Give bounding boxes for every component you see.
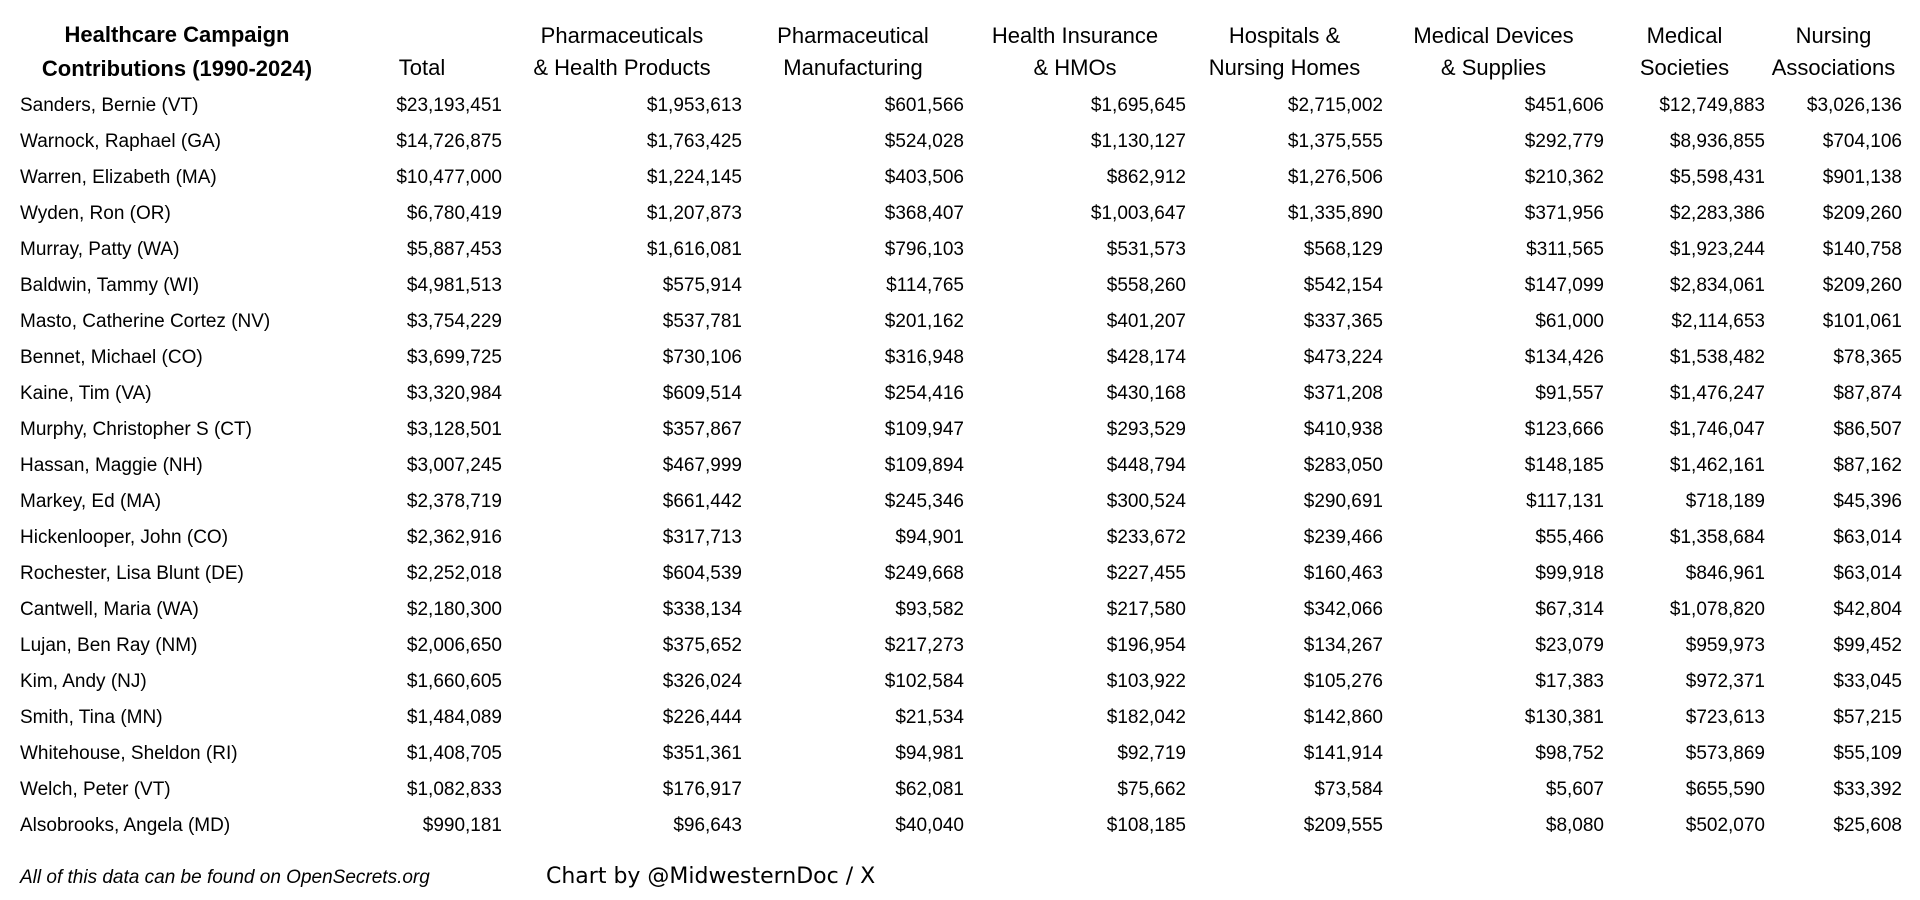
senator-name: Masto, Catherine Cortez (NV)	[20, 311, 271, 332]
amount-cell: $23,193,451	[396, 95, 502, 116]
amount-cell: $283,050	[1303, 455, 1383, 476]
amount-cell: $1,130,127	[1090, 131, 1186, 152]
table-row	[12, 124, 1902, 160]
amount-cell: $410,938	[1303, 419, 1383, 440]
amount-cell: $1,953,613	[646, 95, 742, 116]
amount-cell: $862,912	[1106, 167, 1186, 188]
amount-cell: $227,455	[1106, 563, 1186, 584]
amount-cell: $524,028	[884, 131, 964, 152]
amount-cell: $99,452	[1833, 635, 1902, 656]
amount-cell: $448,794	[1106, 455, 1186, 476]
amount-cell: $87,162	[1833, 455, 1902, 476]
amount-cell: $473,224	[1303, 347, 1383, 368]
table-title	[12, 8, 342, 88]
senator-name: Smith, Tina (MN)	[20, 707, 163, 728]
amount-cell: $371,956	[1524, 203, 1604, 224]
amount-cell: $2,180,300	[406, 599, 502, 620]
column-header-pharmaceuticals	[502, 8, 742, 88]
column-header-line2: Associations	[1771, 55, 1896, 80]
amount-cell: $292,779	[1524, 131, 1604, 152]
senator-name: Hickenlooper, John (CO)	[20, 527, 229, 548]
column-header-medical-societies	[1604, 8, 1765, 88]
amount-cell: $147,099	[1524, 275, 1604, 296]
amount-cell: $609,514	[662, 383, 742, 404]
amount-cell: $2,834,061	[1669, 275, 1765, 296]
column-header-line2: Manufacturing	[783, 55, 923, 80]
amount-cell: $351,361	[662, 743, 742, 764]
amount-cell: $209,260	[1822, 203, 1902, 224]
table-row	[12, 484, 1902, 520]
amount-cell: $300,524	[1106, 491, 1186, 512]
table-row	[12, 340, 1902, 376]
amount-cell: $573,869	[1685, 743, 1765, 764]
amount-cell: $357,867	[662, 419, 742, 440]
amount-cell: $5,607	[1545, 779, 1604, 800]
amount-cell: $196,954	[1106, 635, 1186, 656]
amount-cell: $2,006,650	[406, 635, 502, 656]
amount-cell: $3,699,725	[406, 347, 502, 368]
amount-cell: $1,375,555	[1287, 131, 1383, 152]
column-header-nursing-associations	[1765, 8, 1902, 88]
amount-cell: $5,598,431	[1669, 167, 1765, 188]
column-header-pharma-manufacturing	[742, 8, 964, 88]
amount-cell: $217,273	[884, 635, 964, 656]
amount-cell: $990,181	[422, 815, 502, 836]
table-row	[12, 448, 1902, 484]
senator-name: Hassan, Maggie (NH)	[20, 455, 203, 476]
amount-cell: $86,507	[1833, 419, 1902, 440]
amount-cell: $338,134	[662, 599, 742, 620]
amount-cell: $531,573	[1106, 239, 1186, 260]
amount-cell: $33,045	[1833, 671, 1902, 692]
amount-cell: $78,365	[1833, 347, 1902, 368]
amount-cell: $704,106	[1822, 131, 1902, 152]
column-header-line2: & HMOs	[1033, 55, 1117, 80]
amount-cell: $23,079	[1535, 635, 1604, 656]
amount-cell: $63,014	[1833, 527, 1902, 548]
column-header-line1: Pharmaceutical	[777, 23, 929, 48]
amount-cell: $141,914	[1303, 743, 1383, 764]
amount-cell: $8,080	[1545, 815, 1604, 836]
table-row	[12, 628, 1902, 664]
amount-cell: $575,914	[662, 275, 742, 296]
table-row	[12, 232, 1902, 268]
amount-cell: $226,444	[662, 707, 742, 728]
table-row	[12, 160, 1902, 196]
table-row	[12, 412, 1902, 448]
amount-cell: $661,442	[662, 491, 742, 512]
amount-cell: $55,466	[1535, 527, 1604, 548]
amount-cell: $1,484,089	[406, 707, 502, 728]
column-header-line2: & Supplies	[1440, 55, 1547, 80]
amount-cell: $1,763,425	[646, 131, 742, 152]
senator-name: Whitehouse, Sheldon (RI)	[20, 743, 238, 764]
amount-cell: $1,660,605	[406, 671, 502, 692]
column-header-line2: Societies	[1639, 55, 1730, 80]
amount-cell: $1,003,647	[1090, 203, 1186, 224]
column-header-line1: Medical Devices	[1413, 23, 1574, 48]
amount-cell: $45,396	[1833, 491, 1902, 512]
amount-cell: $1,082,833	[406, 779, 502, 800]
amount-cell: $972,371	[1685, 671, 1765, 692]
senator-name: Cantwell, Maria (WA)	[20, 599, 199, 620]
amount-cell: $93,582	[895, 599, 964, 620]
amount-cell: $730,106	[662, 347, 742, 368]
amount-cell: $233,672	[1106, 527, 1186, 548]
table-row	[12, 664, 1902, 700]
amount-cell: $959,973	[1685, 635, 1765, 656]
amount-cell: $40,040	[895, 815, 964, 836]
amount-cell: $2,715,002	[1287, 95, 1383, 116]
senator-name: Welch, Peter (VT)	[20, 779, 171, 800]
amount-cell: $62,081	[895, 779, 964, 800]
amount-cell: $1,358,684	[1669, 527, 1765, 548]
amount-cell: $33,392	[1833, 779, 1902, 800]
amount-cell: $134,267	[1303, 635, 1383, 656]
amount-cell: $290,691	[1303, 491, 1383, 512]
amount-cell: $317,713	[662, 527, 742, 548]
column-header-hospitals	[1186, 8, 1383, 88]
amount-cell: $176,917	[662, 779, 742, 800]
column-header-line1: Health Insurance	[991, 23, 1159, 48]
amount-cell: $604,539	[662, 563, 742, 584]
column-header-line1: Medical	[1646, 23, 1723, 48]
amount-cell: $75,662	[1117, 779, 1186, 800]
column-header-line2: Nursing Homes	[1208, 55, 1361, 80]
amount-cell: $5,887,453	[406, 239, 502, 260]
amount-cell: $101,061	[1822, 311, 1902, 332]
amount-cell: $403,506	[884, 167, 964, 188]
amount-cell: $901,138	[1822, 167, 1902, 188]
amount-cell: $568,129	[1303, 239, 1383, 260]
senator-name: Bennet, Michael (CO)	[20, 347, 203, 368]
table-row	[12, 196, 1902, 232]
amount-cell: $1,078,820	[1669, 599, 1765, 620]
amount-cell: $209,260	[1822, 275, 1902, 296]
table-row	[12, 736, 1902, 772]
amount-cell: $846,961	[1685, 563, 1765, 584]
table-title-line1: Healthcare Campaign	[64, 22, 290, 47]
amount-cell: $8,936,855	[1669, 131, 1765, 152]
amount-cell: $718,189	[1685, 491, 1765, 512]
amount-cell: $3,754,229	[406, 311, 502, 332]
amount-cell: $430,168	[1106, 383, 1186, 404]
amount-cell: $245,346	[884, 491, 964, 512]
amount-cell: $130,381	[1524, 707, 1604, 728]
senator-name: Sanders, Bernie (VT)	[20, 95, 199, 116]
source-note: All of this data can be found on OpenSecrets.org	[20, 867, 430, 888]
senator-name: Rochester, Lisa Blunt (DE)	[20, 563, 244, 584]
senator-name: Markey, Ed (MA)	[20, 491, 162, 512]
senator-name: Lujan, Ben Ray (NM)	[20, 635, 198, 656]
amount-cell: $21,534	[895, 707, 964, 728]
table-row	[12, 268, 1902, 304]
amount-cell: $103,922	[1106, 671, 1186, 692]
table-row	[12, 700, 1902, 736]
amount-cell: $342,066	[1303, 599, 1383, 620]
amount-cell: $201,162	[884, 311, 964, 332]
amount-cell: $542,154	[1303, 275, 1383, 296]
amount-cell: $2,252,018	[406, 563, 502, 584]
amount-cell: $601,566	[884, 95, 964, 116]
amount-cell: $87,874	[1833, 383, 1902, 404]
table-row	[12, 88, 1902, 124]
amount-cell: $55,109	[1833, 743, 1902, 764]
amount-cell: $57,215	[1833, 707, 1902, 728]
table-row	[12, 772, 1902, 808]
amount-cell: $723,613	[1685, 707, 1765, 728]
amount-cell: $401,207	[1106, 311, 1186, 332]
table-row	[12, 592, 1902, 628]
amount-cell: $6,780,419	[406, 203, 502, 224]
column-header-total	[342, 8, 502, 88]
amount-cell: $98,752	[1535, 743, 1604, 764]
table-row	[12, 376, 1902, 412]
column-header-line1: Pharmaceuticals	[540, 23, 704, 48]
amount-cell: $375,652	[662, 635, 742, 656]
amount-cell: $428,174	[1106, 347, 1186, 368]
amount-cell: $1,695,645	[1090, 95, 1186, 116]
amount-cell: $2,362,916	[406, 527, 502, 548]
amount-cell: $61,000	[1535, 311, 1604, 332]
amount-cell: $102,584	[884, 671, 964, 692]
table-row	[12, 808, 1902, 844]
amount-cell: $451,606	[1524, 95, 1604, 116]
amount-cell: $73,584	[1314, 779, 1383, 800]
senator-name: Kaine, Tim (VA)	[20, 383, 152, 404]
amount-cell: $1,276,506	[1287, 167, 1383, 188]
amount-cell: $371,208	[1303, 383, 1383, 404]
amount-cell: $4,981,513	[406, 275, 502, 296]
senator-name: Warren, Elizabeth (MA)	[20, 167, 217, 188]
amount-cell: $210,362	[1524, 167, 1604, 188]
amount-cell: $3,128,501	[406, 419, 502, 440]
amount-cell: $99,918	[1535, 563, 1604, 584]
amount-cell: $105,276	[1303, 671, 1383, 692]
amount-cell: $17,383	[1535, 671, 1604, 692]
amount-cell: $109,947	[884, 419, 964, 440]
amount-cell: $1,746,047	[1669, 419, 1765, 440]
amount-cell: $217,580	[1106, 599, 1186, 620]
amount-cell: $12,749,883	[1659, 95, 1765, 116]
amount-cell: $326,024	[662, 671, 742, 692]
amount-cell: $1,462,161	[1669, 455, 1765, 476]
senator-name: Baldwin, Tammy (WI)	[20, 275, 200, 296]
amount-cell: $148,185	[1524, 455, 1604, 476]
amount-cell: $1,476,247	[1669, 383, 1765, 404]
column-header-line1: Nursing	[1795, 23, 1872, 48]
amount-cell: $63,014	[1833, 563, 1902, 584]
amount-cell: $1,335,890	[1287, 203, 1383, 224]
table-row	[12, 556, 1902, 592]
amount-cell: $2,378,719	[406, 491, 502, 512]
table-title-line2: Contributions (1990-2024)	[41, 56, 313, 81]
amount-cell: $160,463	[1303, 563, 1383, 584]
amount-cell: $796,103	[884, 239, 964, 260]
amount-cell: $182,042	[1106, 707, 1186, 728]
amount-cell: $25,608	[1833, 815, 1902, 836]
amount-cell: $123,666	[1524, 419, 1604, 440]
amount-cell: $558,260	[1106, 275, 1186, 296]
column-header-health-insurance	[964, 8, 1186, 88]
amount-cell: $1,923,244	[1669, 239, 1765, 260]
amount-cell: $3,026,136	[1806, 95, 1902, 116]
amount-cell: $1,616,081	[646, 239, 742, 260]
amount-cell: $655,590	[1685, 779, 1765, 800]
chart-credit: Chart by @MidwesternDoc / X	[546, 864, 876, 889]
amount-cell: $91,557	[1535, 383, 1604, 404]
amount-cell: $109,894	[884, 455, 964, 476]
contributions-table	[12, 8, 1902, 844]
amount-cell: $42,804	[1833, 599, 1902, 620]
amount-cell: $467,999	[662, 455, 742, 476]
amount-cell: $140,758	[1822, 239, 1902, 260]
amount-cell: $114,765	[886, 275, 964, 296]
amount-cell: $209,555	[1303, 815, 1383, 836]
amount-cell: $1,408,705	[406, 743, 502, 764]
amount-cell: $316,948	[884, 347, 964, 368]
amount-cell: $1,207,873	[646, 203, 742, 224]
column-header-line2: & Health Products	[533, 55, 711, 80]
column-header-line1: Hospitals &	[1228, 23, 1341, 48]
amount-cell: $92,719	[1117, 743, 1186, 764]
table-row	[12, 304, 1902, 340]
amount-cell: $10,477,000	[396, 167, 502, 188]
column-header-medical-devices	[1383, 8, 1604, 88]
senator-name: Alsobrooks, Angela (MD)	[20, 815, 231, 836]
amount-cell: $94,901	[895, 527, 964, 548]
amount-cell: $239,466	[1303, 527, 1383, 548]
amount-cell: $1,224,145	[646, 167, 742, 188]
amount-cell: $3,007,245	[406, 455, 502, 476]
senator-name: Kim, Andy (NJ)	[20, 671, 147, 692]
amount-cell: $142,860	[1303, 707, 1383, 728]
senator-name: Wyden, Ron (OR)	[20, 203, 171, 224]
amount-cell: $2,114,653	[1671, 311, 1765, 332]
amount-cell: $368,407	[884, 203, 964, 224]
amount-cell: $293,529	[1106, 419, 1186, 440]
amount-cell: $94,981	[895, 743, 964, 764]
amount-cell: $134,426	[1524, 347, 1604, 368]
amount-cell: $311,565	[1526, 239, 1604, 260]
amount-cell: $3,320,984	[406, 383, 502, 404]
amount-cell: $254,416	[884, 383, 964, 404]
amount-cell: $502,070	[1685, 815, 1765, 836]
amount-cell: $1,538,482	[1669, 347, 1765, 368]
senator-name: Warnock, Raphael (GA)	[20, 131, 221, 152]
table-row	[12, 520, 1902, 556]
amount-cell: $67,314	[1535, 599, 1604, 620]
amount-cell: $537,781	[662, 311, 742, 332]
table-body	[12, 88, 1902, 844]
amount-cell: $108,185	[1106, 815, 1186, 836]
amount-cell: $337,365	[1303, 311, 1383, 332]
senator-name: Murphy, Christopher S (CT)	[20, 419, 252, 440]
amount-cell: $117,131	[1526, 491, 1604, 512]
amount-cell: $249,668	[884, 563, 964, 584]
senator-name: Murray, Patty (WA)	[20, 239, 180, 260]
header-row	[12, 8, 1902, 88]
column-header-line2: Total	[398, 55, 446, 80]
amount-cell: $14,726,875	[396, 131, 502, 152]
amount-cell: $96,643	[673, 815, 742, 836]
amount-cell: $2,283,386	[1669, 203, 1765, 224]
